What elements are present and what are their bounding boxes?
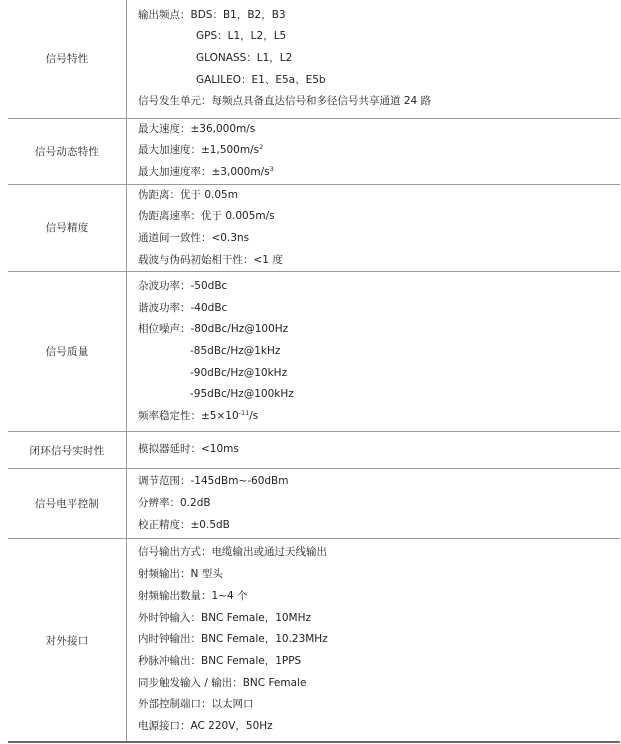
spec-line-simulator-delay: 模拟器延时：<10ms [138,443,239,456]
value-cell [127,432,621,469]
value-cell [127,118,621,184]
category-cell [8,184,127,272]
max-accel-text: 最大加速度：±1,500m/s [138,144,260,157]
spec-table [8,0,620,743]
spec-line-signal-unit: 信号发生单元：每频点具备直达信号和多径信号共享通道 24 路 [138,95,432,108]
spec-line-bds: 输出频点：BDS：B1，B2，B3 [138,8,286,21]
spec-line-channel-consistency: 通道间一致性：<0.3ns [138,231,250,244]
category-cell [8,539,127,742]
spec-line-trigger-io: 同步触发输入 / 输出：BNC Female [138,676,307,689]
spec-line-ext-clock-in: 外时钟输入：BNC Female，10MHz [138,611,312,624]
spec-line-rf-output: 射频输出：N 型头 [138,568,223,581]
row-external-interface [8,539,620,742]
spec-line-int-clock-out: 内时钟输出：BNC Female，10.23MHz [138,633,328,646]
freq-stability-text: 频率稳定性：±5×10 [138,410,239,423]
spec-line-adjust-range: 调节范围：-145dBm~-60dBm [138,475,289,488]
spec-line-phase-noise-2: -85dBc/Hz@1kHz [190,344,281,357]
spec-line-max-velocity: 最大速度：±36,000m/s [138,122,256,135]
category-label: 信号精度 [45,222,89,235]
category-cell [8,469,127,539]
freq-stability-exponent: -11 [238,409,250,418]
spec-line-pseudorange-rate: 伪距离速率：优于 0.005m/s [138,210,275,223]
spec-line-gps: GPS：L1，L2，L5 [196,30,287,43]
category-label: 信号特性 [45,53,89,66]
spec-line-harmonic: 谐波功率：-40dBc [138,301,228,314]
spec-line-carrier-code-coherence: 载波与伪码初始相干性：<1 度 [138,253,283,266]
spec-line-phase-noise-3: -90dBc/Hz@10kHz [190,366,288,379]
row-signal-quality [8,272,620,432]
spec-line-power-interface: 电源接口：AC 220V，50Hz [138,719,273,732]
max-accel-exponent: 2 [259,143,264,152]
row-signal-accuracy [8,184,620,272]
spec-line-correction-accuracy: 校正精度：±0.5dB [138,518,230,531]
spec-line-spurious: 杂波功率：-50dBc [138,279,228,292]
spec-line-output-mode: 信号输出方式：电缆输出或通过天线输出 [138,546,327,559]
max-jerk-text: 最大加速度率：±3,000m/s [138,165,270,178]
spec-line-max-jerk [138,162,620,184]
category-label: 对外接口 [45,634,89,647]
category-label: 闭环信号实时性 [29,444,105,457]
value-cell [127,539,621,742]
spec-line-phase-noise-4: -95dBc/Hz@100kHz [190,388,294,401]
value-cell [127,272,621,432]
value-cell [127,184,621,272]
category-cell [8,432,127,469]
category-label: 信号质量 [45,346,89,359]
row-dynamic-characteristics [8,118,620,184]
spec-line-pseudorange: 伪距离：优于 0.05m [138,188,238,201]
category-cell [8,0,127,118]
spec-line-phase-noise-1: 相位噪声：-80dBc/Hz@100Hz [138,323,289,336]
spec-line-freq-stability [138,406,620,428]
spec-line-glonass: GLONASS：L1，L2 [196,51,293,64]
category-cell [8,272,127,432]
spec-line-resolution: 分辨率：0.2dB [138,496,211,509]
spec-line-galileo: GALILEO：E1、E5a、E5b [196,73,326,86]
freq-stability-unit: /s [249,410,259,423]
category-label: 信号动态特性 [34,145,100,158]
row-closed-loop-realtime [8,432,620,469]
spec-line-ext-control-port: 外部控制端口：以太网口 [138,698,254,711]
spec-line-pps-out: 秒脉冲输出：BNC Female，1PPS [138,654,302,667]
row-signal-level-control [8,469,620,539]
max-jerk-exponent: 3 [269,164,274,173]
category-label: 信号电平控制 [34,498,100,511]
spec-line-rf-output-count: 射频输出数量：1~4 个 [138,589,248,602]
spec-line-max-accel [138,140,620,162]
value-cell [127,0,621,118]
row-signal-characteristics [8,0,620,118]
category-cell [8,118,127,184]
value-cell [127,469,621,539]
